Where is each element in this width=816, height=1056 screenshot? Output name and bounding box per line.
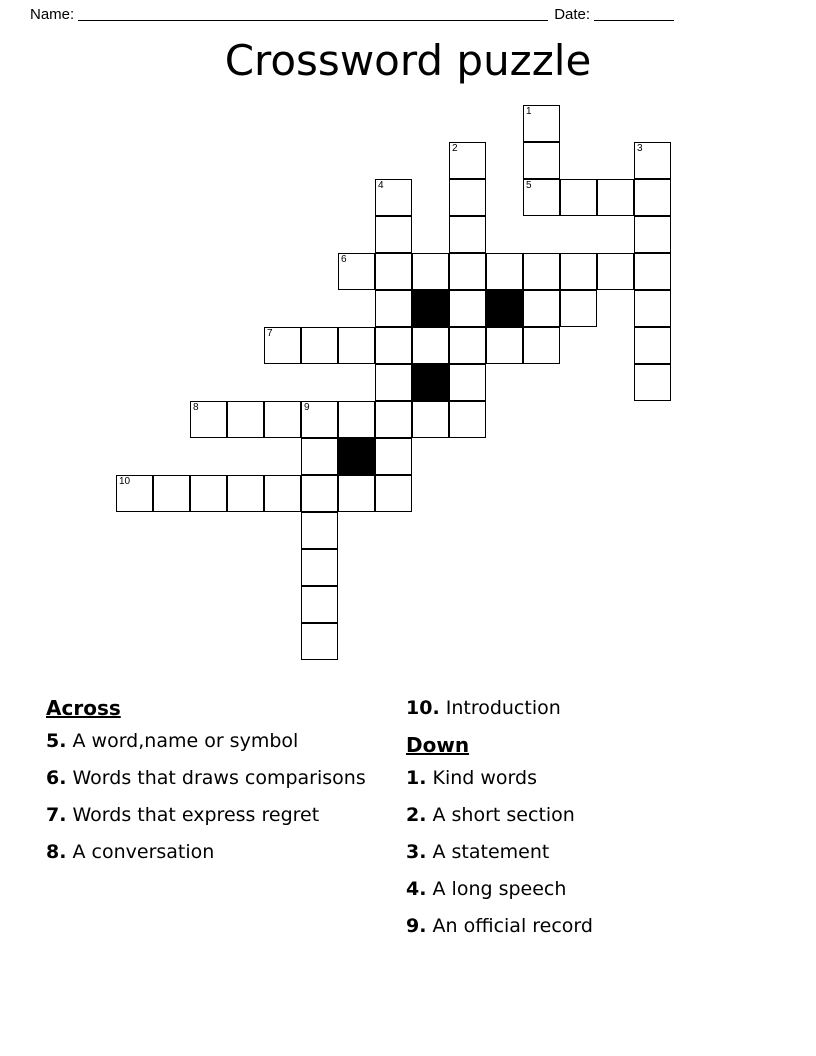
- grid-cell[interactable]: [560, 179, 597, 216]
- clue-text: A conversation: [72, 841, 215, 863]
- grid-cell[interactable]: [338, 327, 375, 364]
- clues-column-right: [406, 695, 766, 950]
- grid-cell[interactable]: [597, 253, 634, 290]
- grid-cell[interactable]: [338, 401, 375, 438]
- grid-cell[interactable]: [301, 438, 338, 475]
- clue-text: A word,name or symbol: [72, 730, 299, 752]
- grid-cell[interactable]: [634, 327, 671, 364]
- clue-number: 9.: [406, 915, 427, 937]
- clue-number: 1.: [406, 767, 427, 789]
- clue-number: 3.: [406, 841, 427, 863]
- grid-cell[interactable]: [116, 475, 153, 512]
- grid-cell[interactable]: [523, 290, 560, 327]
- grid-cell[interactable]: [227, 475, 264, 512]
- grid-cell[interactable]: [449, 401, 486, 438]
- clue-text: Kind words: [432, 767, 537, 789]
- grid-cell[interactable]: [375, 327, 412, 364]
- clue-across-7: [46, 802, 386, 829]
- grid-cell[interactable]: [375, 438, 412, 475]
- grid-cell[interactable]: [301, 401, 338, 438]
- grid-cell[interactable]: [301, 549, 338, 586]
- grid-cell[interactable]: [634, 290, 671, 327]
- clue-down-1: [406, 765, 766, 792]
- clues-column-left: [46, 695, 386, 876]
- grid-cell[interactable]: [449, 216, 486, 253]
- grid-cell[interactable]: [634, 253, 671, 290]
- grid-cell[interactable]: [486, 253, 523, 290]
- grid-cell[interactable]: [449, 253, 486, 290]
- grid-cell[interactable]: [634, 216, 671, 253]
- name-label: Name:: [30, 5, 75, 23]
- clue-number: 5.: [46, 730, 67, 752]
- clue-text: A statement: [432, 841, 550, 863]
- grid-cell[interactable]: [301, 475, 338, 512]
- grid-cell[interactable]: [375, 401, 412, 438]
- grid-cell[interactable]: [338, 475, 375, 512]
- clue-number: 8.: [46, 841, 67, 863]
- grid-cell[interactable]: [449, 364, 486, 401]
- cell-number: 2: [452, 143, 458, 154]
- grid-cell[interactable]: [597, 179, 634, 216]
- grid-cell[interactable]: [523, 142, 560, 179]
- clue-text: A long speech: [432, 878, 567, 900]
- grid-cell[interactable]: [375, 290, 412, 327]
- grid-cell[interactable]: [412, 253, 449, 290]
- clues-section: [0, 695, 816, 1025]
- grid-cell[interactable]: [449, 290, 486, 327]
- grid-cell[interactable]: [375, 364, 412, 401]
- cell-number: 5: [526, 180, 532, 191]
- grid-block: [486, 290, 523, 327]
- grid-block: [412, 290, 449, 327]
- across-heading: Across: [46, 696, 121, 720]
- grid-cell[interactable]: [449, 179, 486, 216]
- clue-text: An official record: [432, 915, 593, 937]
- clue-number: 4.: [406, 878, 427, 900]
- cell-number: 7: [267, 328, 273, 339]
- grid-cell[interactable]: [449, 142, 486, 179]
- grid-block: [338, 438, 375, 475]
- cell-number: 1: [526, 106, 532, 117]
- clue-across-8: [46, 839, 386, 866]
- date-write-line[interactable]: [594, 8, 674, 21]
- grid-cell[interactable]: [523, 327, 560, 364]
- cell-number: 9: [304, 402, 310, 413]
- clue-across-10: [406, 695, 766, 722]
- clue-number: 6.: [46, 767, 67, 789]
- cell-number: 6: [341, 254, 347, 265]
- clue-across-6: [46, 765, 386, 792]
- name-write-line[interactable]: [78, 8, 548, 21]
- grid-cell[interactable]: [412, 327, 449, 364]
- grid-cell[interactable]: [634, 142, 671, 179]
- down-heading: Down: [406, 733, 470, 757]
- grid-block: [412, 364, 449, 401]
- grid-cell[interactable]: [375, 179, 412, 216]
- clue-number: 2.: [406, 804, 427, 826]
- grid-cell[interactable]: [264, 475, 301, 512]
- grid-cell[interactable]: [634, 364, 671, 401]
- grid-cell[interactable]: [523, 179, 560, 216]
- crossword-grid: [0, 105, 816, 700]
- clue-number: 7.: [46, 804, 67, 826]
- grid-cell[interactable]: [375, 216, 412, 253]
- grid-cell[interactable]: [634, 179, 671, 216]
- grid-cell[interactable]: [412, 401, 449, 438]
- cell-number: 10: [119, 476, 131, 487]
- worksheet-header: [30, 0, 786, 28]
- grid-cell[interactable]: [449, 327, 486, 364]
- grid-cell[interactable]: [486, 327, 523, 364]
- clue-across-5: [46, 728, 386, 755]
- grid-cell[interactable]: [375, 475, 412, 512]
- date-label: Date:: [554, 5, 591, 23]
- grid-cell[interactable]: [190, 475, 227, 512]
- cell-number: 3: [637, 143, 643, 154]
- clue-number: 10.: [406, 697, 440, 719]
- clue-text: Introduction: [445, 697, 561, 719]
- clue-text: A short section: [432, 804, 575, 826]
- grid-cell[interactable]: [560, 253, 597, 290]
- clue-down-2: [406, 802, 766, 829]
- grid-cell[interactable]: [264, 327, 301, 364]
- cell-number: 4: [378, 180, 384, 191]
- grid-cell[interactable]: [375, 253, 412, 290]
- grid-cell[interactable]: [264, 401, 301, 438]
- grid-cell[interactable]: [301, 327, 338, 364]
- grid-cell[interactable]: [301, 512, 338, 549]
- grid-cell[interactable]: [560, 290, 597, 327]
- clue-text: Words that draws comparisons: [72, 767, 366, 789]
- clue-down-4: [406, 876, 766, 903]
- grid-cell[interactable]: [523, 253, 560, 290]
- grid-cell[interactable]: [523, 105, 560, 142]
- cell-number: 8: [193, 402, 199, 413]
- clue-text: Words that express regret: [72, 804, 320, 826]
- grid-cell[interactable]: [227, 401, 264, 438]
- clue-down-3: [406, 839, 766, 866]
- grid-cell[interactable]: [301, 623, 338, 660]
- grid-cell[interactable]: [301, 586, 338, 623]
- grid-cell[interactable]: [190, 401, 227, 438]
- grid-cell[interactable]: [338, 253, 375, 290]
- grid-cell[interactable]: [153, 475, 190, 512]
- clue-down-9: [406, 913, 766, 940]
- page-title: Crossword puzzle: [224, 36, 592, 85]
